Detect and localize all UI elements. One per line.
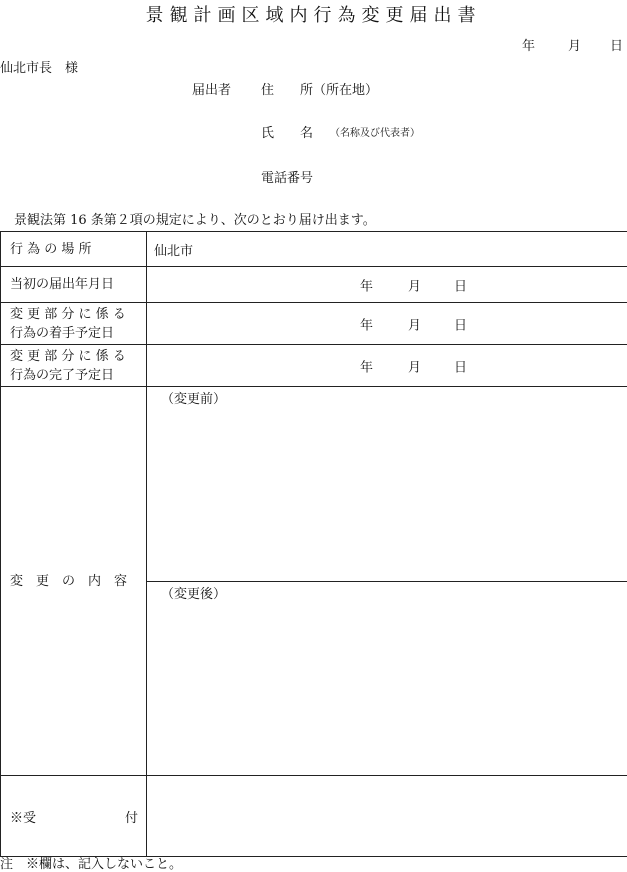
submission-date [0,35,627,51]
before-label: （変更前） [161,388,226,407]
location-label: 行 為 の 場 所 [1,232,147,267]
row-start-date [1,303,627,345]
addressee: 仙北市長 様 [0,57,78,76]
reception-field [147,776,627,857]
phone-label: 電話番号 [261,167,313,186]
row-location [1,232,627,267]
before-area[interactable] [147,387,627,581]
end-date-day: 日 [454,356,467,375]
date-day: 日 [610,35,623,54]
initial-date-field[interactable] [147,267,627,303]
reception-label [1,776,147,857]
date-month: 月 [568,35,581,54]
initial-date-label: 当初の届出年月日 [1,267,147,303]
initial-date-month: 月 [408,275,421,294]
end-date-label-line2: 行為の完了予定日 [10,366,146,385]
address-label: 住 所（所在地） [261,79,378,98]
content-label: 変 更 の 内 容 [1,387,147,776]
row-reception [1,776,627,857]
start-date-label [1,303,147,345]
row-end-date [1,345,627,387]
notifier-label: 届出者 [192,79,231,98]
reception-label-right: 付 [125,807,138,826]
reception-label-left: ※受 [10,807,36,826]
row-initial-date [1,267,627,303]
row-content [1,387,627,776]
statement: 景観法第 16 条第２項の規定により、次のとおり届け出ます。 [14,209,376,228]
end-date-field[interactable] [147,345,627,387]
footnote: 注 ※欄は、記入しないこと。 [0,853,182,872]
start-date-label-line1: 変 更 部 分 に 係 る [10,305,146,324]
end-date-label [1,345,147,387]
notification-table [0,231,627,857]
start-date-field[interactable] [147,303,627,345]
initial-date-day: 日 [454,275,467,294]
start-date-day: 日 [454,314,467,333]
location-value[interactable]: 仙北市 [147,232,627,267]
after-label: （変更後） [161,583,226,602]
initial-date-year: 年 [360,275,373,294]
start-date-label-line2: 行為の着手予定日 [10,324,146,343]
end-date-month: 月 [408,356,421,375]
start-date-month: 月 [408,314,421,333]
name-label: 氏 名 [261,122,313,141]
end-date-year: 年 [360,356,373,375]
form-title: 景観計画区域内行為変更届出書 [0,1,627,27]
end-date-label-line1: 変 更 部 分 に 係 る [10,347,146,366]
name-note: （名称及び代表者） [330,124,420,139]
content-cell [147,387,627,776]
start-date-year: 年 [360,314,373,333]
date-year: 年 [522,35,535,54]
after-area[interactable] [147,582,627,775]
